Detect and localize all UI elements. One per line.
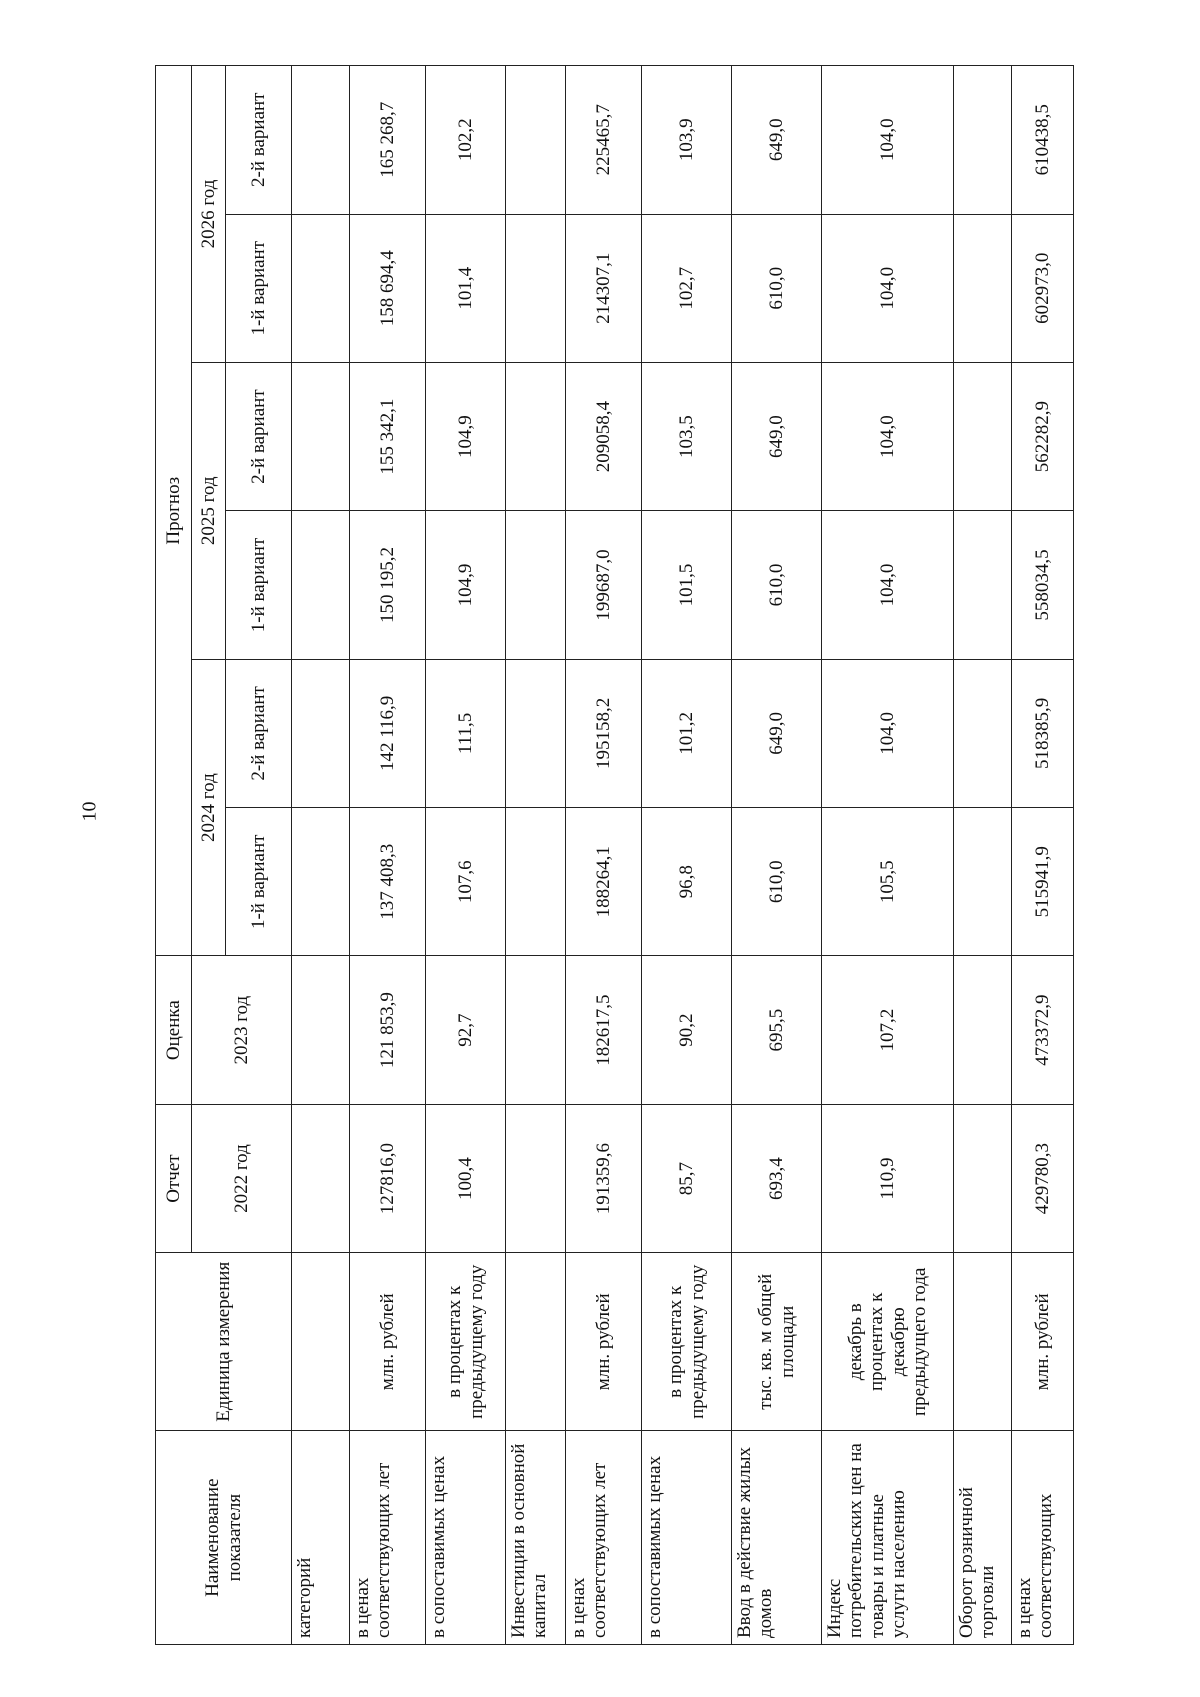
- row-value: [954, 659, 1012, 807]
- row-value: 104,9: [426, 511, 506, 659]
- table-row: [732, 66, 822, 1645]
- row-value: 225465,7: [566, 66, 642, 215]
- header-row-1: [156, 66, 192, 1645]
- row-value: 429780,3: [1012, 1104, 1074, 1252]
- row-value: 101,2: [642, 659, 732, 807]
- row-value: 649,0: [732, 66, 822, 215]
- row-value: 104,0: [822, 659, 954, 807]
- row-value: 693,4: [732, 1104, 822, 1252]
- row-value: 127816,0: [350, 1104, 426, 1252]
- row-value: 142 116,9: [350, 659, 426, 807]
- row-value: 96,8: [642, 808, 732, 956]
- row-value: [292, 362, 350, 510]
- row-value: 562282,9: [1012, 362, 1074, 510]
- row-value: 214307,1: [566, 214, 642, 362]
- header-report: Отчет: [156, 1104, 192, 1252]
- row-value: 101,5: [642, 511, 732, 659]
- row-value: 558034,5: [1012, 511, 1074, 659]
- page-number: 10: [78, 801, 101, 822]
- row-value: 104,9: [426, 362, 506, 510]
- header-2026-variant-1: 1-й вариант: [226, 214, 292, 362]
- row-name: Оборот розничной торговли: [954, 1431, 1012, 1645]
- row-name: категорий: [292, 1431, 350, 1645]
- row-value: 111,5: [426, 659, 506, 807]
- row-value: 158 694,4: [350, 214, 426, 362]
- row-value: 610,0: [732, 808, 822, 956]
- row-value: [954, 511, 1012, 659]
- row-value: 188264,1: [566, 808, 642, 956]
- table-row: [566, 66, 642, 1645]
- row-value: [954, 808, 1012, 956]
- row-value: 518385,9: [1012, 659, 1074, 807]
- row-value: 104,0: [822, 66, 954, 215]
- header-unit: Единица измерения: [156, 1253, 292, 1431]
- row-value: [954, 362, 1012, 510]
- header-year-2023: 2023 год: [192, 956, 292, 1104]
- row-value: 110,9: [822, 1104, 954, 1252]
- row-value: 102,7: [642, 214, 732, 362]
- row-value: 195158,2: [566, 659, 642, 807]
- row-value: 155 342,1: [350, 362, 426, 510]
- row-value: 104,0: [822, 511, 954, 659]
- row-value: [292, 1104, 350, 1252]
- header-forecast: Прогноз: [156, 66, 192, 956]
- header-name: Наименование показателя: [156, 1431, 292, 1645]
- row-value: [954, 956, 1012, 1104]
- row-value: 602973,0: [1012, 214, 1074, 362]
- row-value: 101,4: [426, 214, 506, 362]
- row-value: [292, 956, 350, 1104]
- header-2025-variant-1: 1-й вариант: [226, 511, 292, 659]
- row-value: 199687,0: [566, 511, 642, 659]
- row-value: [954, 214, 1012, 362]
- row-value: [954, 1104, 1012, 1252]
- row-value: [292, 808, 350, 956]
- header-estimate: Оценка: [156, 956, 192, 1104]
- row-value: 92,7: [426, 956, 506, 1104]
- row-value: 649,0: [732, 659, 822, 807]
- table-row: [350, 66, 426, 1645]
- table-row: [1012, 66, 1074, 1645]
- row-unit: [506, 1253, 566, 1431]
- row-value: [506, 66, 566, 215]
- row-value: 105,5: [822, 808, 954, 956]
- row-value: 107,6: [426, 808, 506, 956]
- row-value: [292, 214, 350, 362]
- row-value: 473372,9: [1012, 956, 1074, 1104]
- row-value: [506, 808, 566, 956]
- forecast-table-container: [155, 65, 1057, 1645]
- row-value: [506, 214, 566, 362]
- row-value: [506, 362, 566, 510]
- table-row: [292, 66, 350, 1645]
- row-unit: млн. рублей: [566, 1253, 642, 1431]
- row-value: 150 195,2: [350, 511, 426, 659]
- row-name: в ценах соответствующих лет: [350, 1431, 426, 1645]
- row-value: 610,0: [732, 511, 822, 659]
- row-value: [506, 1104, 566, 1252]
- row-unit: в процентах к предыдущему году: [426, 1253, 506, 1431]
- table-row: [506, 66, 566, 1645]
- row-value: [506, 511, 566, 659]
- row-value: 121 853,9: [350, 956, 426, 1104]
- row-value: 695,5: [732, 956, 822, 1104]
- row-name: Индекс потребительских цен на товары и платные услуги населению: [822, 1431, 954, 1645]
- table-row: [642, 66, 732, 1645]
- row-value: [954, 66, 1012, 215]
- row-value: 102,2: [426, 66, 506, 215]
- header-2024-variant-2: 2-й вариант: [226, 659, 292, 807]
- row-value: [292, 66, 350, 215]
- row-value: 165 268,7: [350, 66, 426, 215]
- header-2025-variant-2: 2-й вариант: [226, 362, 292, 510]
- table-row: [426, 66, 506, 1645]
- forecast-table: [155, 65, 1074, 1645]
- row-value: [506, 956, 566, 1104]
- row-name: в сопоставимых ценах: [642, 1431, 732, 1645]
- row-unit: тыс. кв. м общей площади: [732, 1253, 822, 1431]
- row-value: 209058,4: [566, 362, 642, 510]
- row-name: в ценах соответствующих лет: [566, 1431, 642, 1645]
- table-row: [954, 66, 1012, 1645]
- row-value: 85,7: [642, 1104, 732, 1252]
- header-2026-variant-2: 2-й вариант: [226, 66, 292, 215]
- header-2024-variant-1: 1-й вариант: [226, 808, 292, 956]
- row-value: 191359,6: [566, 1104, 642, 1252]
- row-value: 649,0: [732, 362, 822, 510]
- row-value: 515941,9: [1012, 808, 1074, 956]
- row-value: 610,0: [732, 214, 822, 362]
- row-unit: декабрь в процентах к декабрю предыдущего года: [822, 1253, 954, 1431]
- row-name: Ввод в действие жилых домов: [732, 1431, 822, 1645]
- header-year-2022: 2022 год: [192, 1104, 292, 1252]
- row-unit: млн. рублей: [350, 1253, 426, 1431]
- row-unit: в процентах к предыдущему году: [642, 1253, 732, 1431]
- row-name: в сопоставимых ценах: [426, 1431, 506, 1645]
- row-value: 103,9: [642, 66, 732, 215]
- row-unit: млн. рублей: [1012, 1253, 1074, 1431]
- header-year-2024: 2024 год: [192, 659, 226, 956]
- row-value: [506, 659, 566, 807]
- row-value: [292, 511, 350, 659]
- row-unit: [292, 1253, 350, 1431]
- row-value: 610438,5: [1012, 66, 1074, 215]
- row-name: в ценах соответствующих: [1012, 1431, 1074, 1645]
- header-year-2026: 2026 год: [192, 66, 226, 363]
- row-unit: [954, 1253, 1012, 1431]
- row-value: 107,2: [822, 956, 954, 1104]
- row-value: 100,4: [426, 1104, 506, 1252]
- row-value: 103,5: [642, 362, 732, 510]
- row-value: 182617,5: [566, 956, 642, 1104]
- row-name: Инвестиции в основной капитал: [506, 1431, 566, 1645]
- row-value: [292, 659, 350, 807]
- row-value: 137 408,3: [350, 808, 426, 956]
- table-body: [292, 66, 1074, 1645]
- table-row: [822, 66, 954, 1645]
- row-value: 104,0: [822, 214, 954, 362]
- header-year-2025: 2025 год: [192, 362, 226, 659]
- row-value: 90,2: [642, 956, 732, 1104]
- row-value: 104,0: [822, 362, 954, 510]
